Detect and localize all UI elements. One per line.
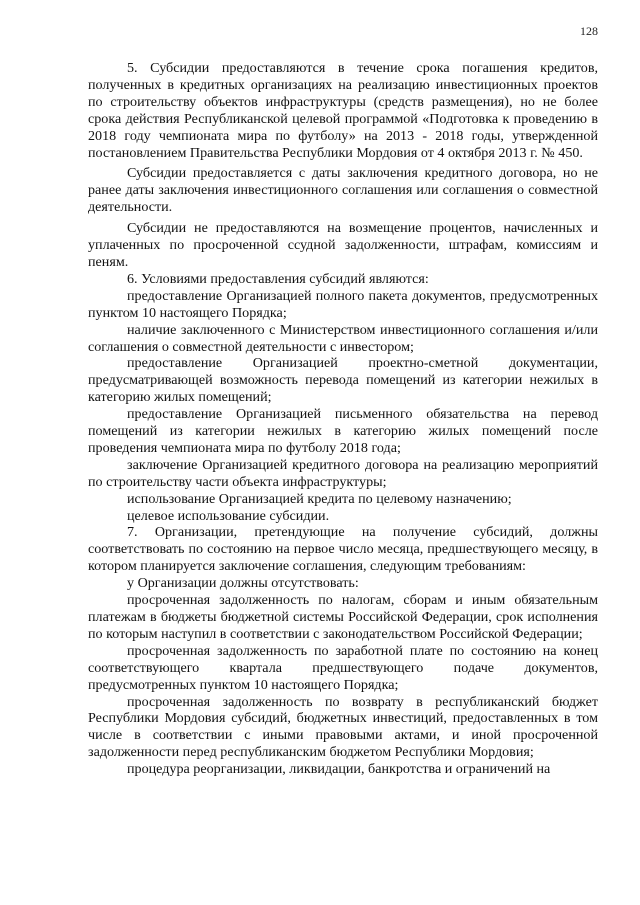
paragraph-condition-credit-use: использование Организацией кредита по целевому назначению; [127, 490, 512, 507]
paragraph-condition-credit-contract: заключение Организацией кредитного договора на реализацию мероприятий по строительству части объекта инфраструктуры; [88, 456, 598, 490]
paragraph-subsidy-start-date: Субсидии предоставляется с даты заключения кредитного договора, но не ранее даты заключения инвестиционного соглашения или соглашения о совместной деятельности. [88, 165, 598, 216]
paragraph-subsidy-exclusions: Субсидии не предоставляются на возмещение процентов, начисленных и уплаченных по просроченной ссудной задолженности, штрафам, комиссиям и пеням. [88, 220, 598, 270]
paragraph-7-requirements: 7. Организации, претендующие на получение субсидий, должны соответствовать по состоянию на первое число месяца, предшествующего месяцу, в котором планируется заключение соглашения, следующим требованиям: [88, 524, 598, 575]
paragraph-budget-arrears: просроченная задолженность по возврату в республиканский бюджет Республики Мордовия субсидий, бюджетных инвестиций, предоставленных в том числе в соответствии с иными правовыми актами, и иной просроченной задолженности перед республиканским бюджетом Республики Мордовия; [88, 693, 598, 761]
paragraph-condition-obligation: предоставление Организацией письменного обязательства на перевод помещений из категории нежилых в категорию жилых помещений после проведения чемпионата мира по футболу 2018 года; [88, 406, 598, 456]
paragraph-condition-documents: предоставление Организацией полного пакета документов, предусмотренных пунктом 10 настоящего Порядка; [88, 287, 598, 321]
paragraph-reorganization: процедура реорганизации, ликвидации, банкротства и ограничений на [127, 761, 551, 778]
document-body [88, 60, 598, 778]
paragraph-tax-arrears: просроченная задолженность по налогам, сборам и иным обязательным платежам в бюджеты бюджетной системы Российской Федерации, срок исполнения по которым наступил в соответствии с законодательством Российской Федерации; [88, 592, 598, 642]
paragraph-wage-arrears: просроченная задолженность по заработной плате по состоянию на конец соответствующего квартала предшествующего подаче документов, предусмотренных пунктом 10 настоящего Порядка; [88, 642, 598, 693]
paragraph-must-not-have: у Организации должны отсутствовать: [127, 575, 359, 592]
paragraph-condition-design-docs: предоставление Организацией проектно-сметной документации, предусматривающей возможность перевода помещений из категории нежилых в категорию жилых помещений; [88, 355, 598, 406]
paragraph-condition-subsidy-use: целевое использование субсидии. [127, 507, 330, 524]
paragraph-5-subsidy-term: 5. Субсидии предоставляются в течение срока погашения кредитов, полученных в кредитных организациях на реализацию инвестиционных проектов по строительству объектов инфраструктуры (средств размещения), но не более срока действия Республиканской целевой программой «Подготовка к проведению в 2018 году чемпионата мира по футболу» на 2013 - 2018 годы, утвержденной постановлением Правительства Республики Мордовия от 4 октября 2013 г. № 450. [88, 60, 598, 161]
paragraph-6-conditions-heading: 6. Условиями предоставления субсидий являются: [127, 270, 429, 287]
paragraph-condition-agreement: наличие заключенного с Министерством инвестиционного соглашения и/или соглашения о совместной деятельности с инвестором; [88, 321, 598, 355]
page-number: 128 [580, 24, 598, 38]
